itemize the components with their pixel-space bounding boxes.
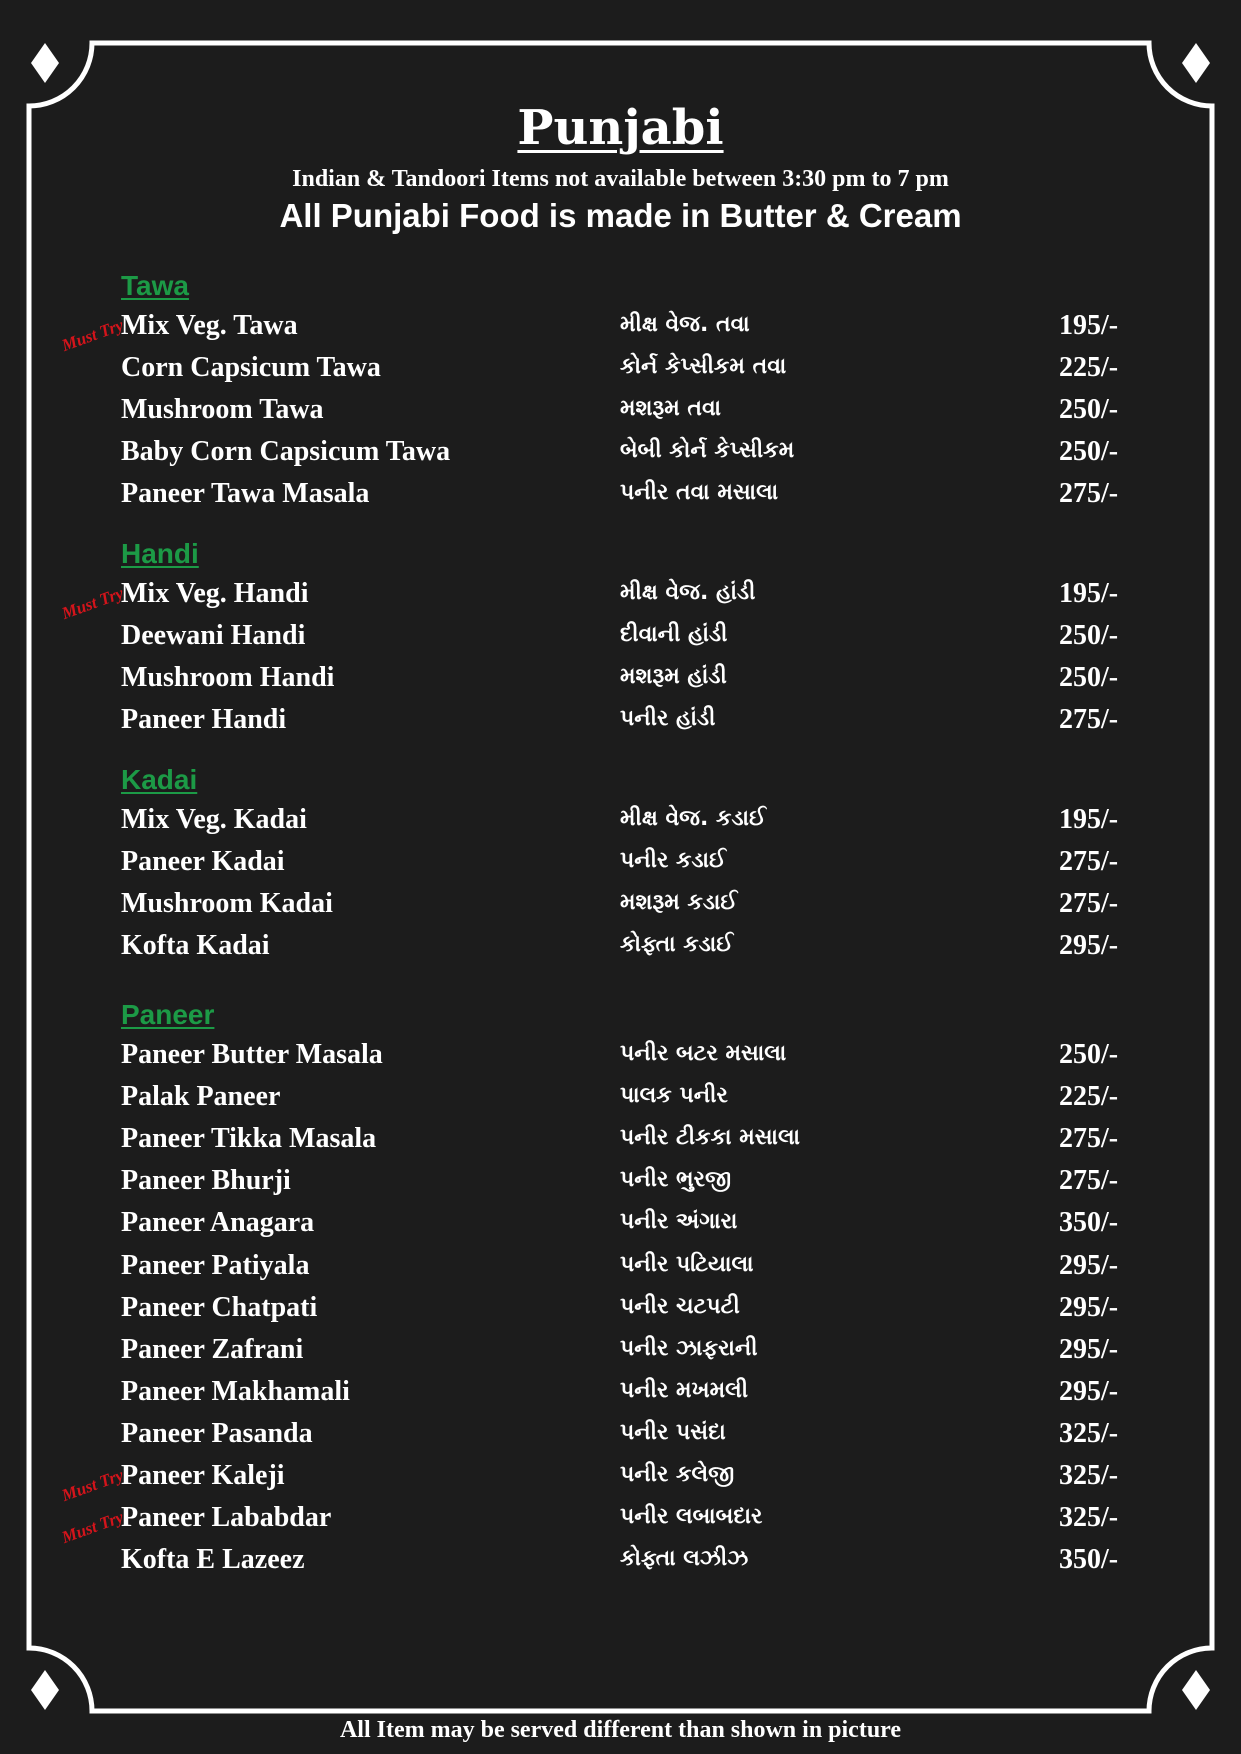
- section-heading-tawa: Tawa: [121, 270, 189, 301]
- diamond-icon: [1182, 43, 1210, 83]
- item-name-gujarati: પનીર મખમલી: [620, 1378, 749, 1403]
- section-heading-kadai: Kadai: [121, 764, 198, 795]
- menu-item: [0, 1460, 1241, 1500]
- item-name-gujarati: પનીર પસંદા: [620, 1420, 726, 1445]
- item-name: Paneer Chatpati: [121, 1292, 318, 1323]
- item-price: 225/-: [1059, 352, 1119, 383]
- item-name-gujarati: પાલક પનીર: [620, 1083, 728, 1108]
- item-name-gujarati: પનીર બટર મસાલા: [620, 1041, 787, 1066]
- item-name: Paneer Anagara: [121, 1207, 315, 1238]
- diamond-icon: [1182, 1670, 1210, 1710]
- item-name-gujarati: દીવાની હાંડી: [620, 622, 728, 647]
- item-price: 275/-: [1059, 704, 1119, 735]
- menu-item: [0, 436, 1241, 476]
- item-name: Kofta E Lazeez: [121, 1544, 305, 1575]
- item-price: 225/-: [1059, 1081, 1119, 1112]
- item-price: 275/-: [1059, 478, 1119, 509]
- item-name: Mix Veg. Tawa: [121, 310, 298, 341]
- menu-item: [0, 888, 1241, 928]
- item-name-gujarati: મીક્ષ વેજ. કડાઈ: [620, 806, 766, 831]
- butter-cream-note: All Punjabi Food is made in Butter & Cream: [279, 197, 962, 234]
- item-name-gujarati: કોર્ન કેપ્સીકમ તવા: [620, 354, 787, 379]
- item-name-gujarati: મશરૂમ કડાઈ: [620, 890, 738, 915]
- must-try-badge: Must Try: [59, 315, 126, 356]
- menu-item: [0, 310, 1241, 350]
- item-name-gujarati: પનીર ટીકકા મસાલા: [620, 1125, 800, 1150]
- must-try-badge: Must Try: [59, 1465, 126, 1506]
- item-name: Paneer Kadai: [121, 846, 285, 877]
- menu-item: [0, 804, 1241, 844]
- item-name-gujarati: મશરૂમ હાંડી: [620, 664, 727, 689]
- item-name-gujarati: પનીર પટિયાલા: [620, 1252, 754, 1277]
- menu-item: [0, 1418, 1241, 1458]
- item-name-gujarati: પનીર ચટપટી: [620, 1294, 740, 1319]
- item-name: Paneer Makhamali: [121, 1376, 350, 1407]
- footer-note: All Item may be served different than shown in picture: [339, 1717, 902, 1743]
- item-name: Paneer Pasanda: [121, 1418, 313, 1449]
- must-try-badge: Must Try: [59, 1507, 126, 1548]
- item-name-gujarati: મીક્ષ વેજ. હાંડી: [620, 580, 756, 605]
- menu-item: [0, 1207, 1241, 1247]
- item-price: 295/-: [1059, 930, 1119, 961]
- item-name: Paneer Patiyala: [121, 1250, 310, 1281]
- item-price: 195/-: [1059, 310, 1119, 341]
- item-price: 195/-: [1059, 804, 1119, 835]
- menu-item: [0, 1250, 1241, 1290]
- menu-item: [0, 394, 1241, 434]
- item-price: 325/-: [1059, 1502, 1119, 1533]
- item-name-gujarati: પનીર કડાઈ: [620, 848, 726, 873]
- menu-item: [0, 1039, 1241, 1079]
- section-heading-handi: Handi: [121, 538, 199, 569]
- item-name: Paneer Tikka Masala: [121, 1123, 377, 1154]
- item-name: Corn Capsicum Tawa: [121, 352, 381, 383]
- item-name-gujarati: પનીર કલેજી: [620, 1462, 735, 1487]
- item-price: 275/-: [1059, 1165, 1119, 1196]
- item-name: Paneer Zafrani: [121, 1334, 304, 1365]
- item-name-gujarati: પનીર હાંડી: [620, 706, 716, 731]
- item-name: Mushroom Handi: [121, 662, 335, 693]
- item-name-gujarati: મીક્ષ વેજ. તવા: [620, 312, 750, 337]
- menu-item: [0, 1165, 1241, 1205]
- item-price: 250/-: [1059, 620, 1119, 651]
- item-name: Mushroom Kadai: [121, 888, 333, 919]
- item-price: 250/-: [1059, 436, 1119, 467]
- menu-item: [0, 578, 1241, 618]
- menu-item: [0, 930, 1241, 970]
- menu-item: [0, 1376, 1241, 1416]
- item-name-gujarati: પનીર તવા મસાલા: [620, 480, 779, 505]
- item-price: 250/-: [1059, 662, 1119, 693]
- menu-item: [0, 1292, 1241, 1332]
- item-name: Paneer Lababdar: [121, 1502, 332, 1533]
- item-name-gujarati: કોફ્તા કડાઈ: [620, 932, 734, 957]
- item-price: 295/-: [1059, 1376, 1119, 1407]
- item-name: Deewani Handi: [121, 620, 306, 651]
- item-name-gujarati: કોફ્તા લઝીઝ: [620, 1546, 749, 1571]
- menu-item: [0, 478, 1241, 518]
- item-price: 195/-: [1059, 578, 1119, 609]
- item-name: Paneer Butter Masala: [121, 1039, 383, 1070]
- item-name: Mix Veg. Handi: [121, 578, 309, 609]
- item-price: 295/-: [1059, 1250, 1119, 1281]
- item-name-gujarati: બેબી કોર્ન કેપ્સીકમ: [620, 438, 795, 463]
- item-name: Palak Paneer: [121, 1081, 281, 1112]
- item-name-gujarati: પનીર ભુરજી: [620, 1167, 732, 1192]
- item-name-gujarati: પનીર ઝાફરાની: [620, 1336, 758, 1361]
- diamond-icon: [31, 43, 59, 83]
- menu-item: [0, 1123, 1241, 1163]
- item-price: 295/-: [1059, 1334, 1119, 1365]
- page-title: Punjabi: [517, 100, 724, 156]
- item-name: Kofta Kadai: [121, 930, 270, 961]
- item-price: 275/-: [1059, 846, 1119, 877]
- item-price: 275/-: [1059, 888, 1119, 919]
- menu-item: [0, 1081, 1241, 1121]
- item-name: Mushroom Tawa: [121, 394, 324, 425]
- item-price: 350/-: [1059, 1544, 1119, 1575]
- diamond-icon: [31, 1670, 59, 1710]
- item-name: Paneer Handi: [121, 704, 287, 735]
- item-name-gujarati: પનીર અંગારા: [620, 1209, 738, 1234]
- timing-note: Indian & Tandoori Items not available between 3:30 pm to 7 pm: [292, 166, 949, 192]
- must-try-badge: Must Try: [59, 583, 126, 624]
- item-name: Mix Veg. Kadai: [121, 804, 307, 835]
- item-name: Paneer Tawa Masala: [121, 478, 370, 509]
- item-name: Baby Corn Capsicum Tawa: [121, 436, 451, 467]
- item-name: Paneer Bhurji: [121, 1165, 291, 1196]
- item-name: Paneer Kaleji: [121, 1460, 285, 1491]
- item-price: 275/-: [1059, 1123, 1119, 1154]
- section-heading-paneer: Paneer: [121, 999, 215, 1030]
- menu-item: [0, 662, 1241, 702]
- menu-item: [0, 846, 1241, 886]
- item-price: 350/-: [1059, 1207, 1119, 1238]
- item-price: 325/-: [1059, 1418, 1119, 1449]
- menu-item: [0, 1334, 1241, 1374]
- item-name-gujarati: મશરૂમ તવા: [620, 396, 722, 421]
- item-name-gujarati: પનીર લબાબદાર: [620, 1504, 763, 1529]
- item-price: 295/-: [1059, 1292, 1119, 1323]
- item-price: 325/-: [1059, 1460, 1119, 1491]
- item-price: 250/-: [1059, 1039, 1119, 1070]
- item-price: 250/-: [1059, 394, 1119, 425]
- menu-item: [0, 704, 1241, 744]
